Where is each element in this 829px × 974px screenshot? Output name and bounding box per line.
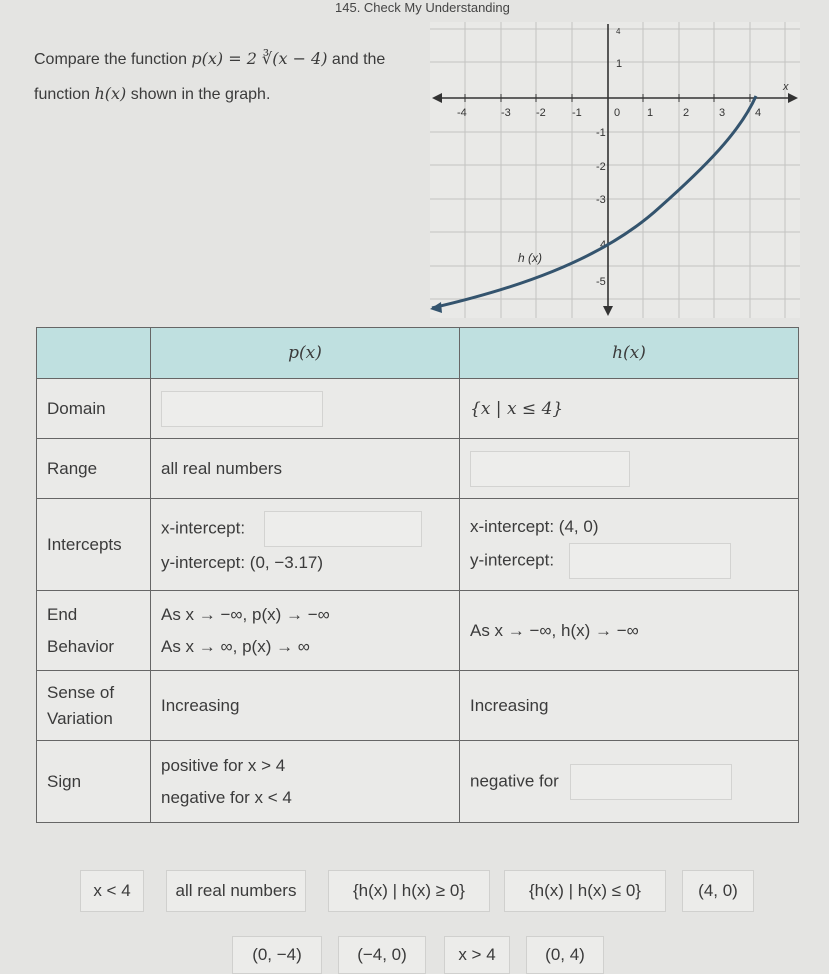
row-label-domain: Domain <box>37 379 151 439</box>
sign-h-cell: negative for <box>460 741 799 823</box>
row-label-intercepts: Intercepts <box>37 499 151 591</box>
answer-chip[interactable]: (0, 4) <box>526 936 604 974</box>
x-tick-label: 1 <box>647 107 654 119</box>
table-row <box>37 671 799 741</box>
table-row <box>37 591 799 671</box>
answer-chip[interactable]: (−4, 0) <box>338 936 426 974</box>
y-tick-label: 4 <box>600 239 607 251</box>
question-prompt <box>34 42 414 112</box>
y-tick-label: 1 <box>616 58 623 70</box>
domain-p-cell <box>151 379 460 439</box>
x-tick-label: -1 <box>572 107 582 119</box>
answer-chip[interactable]: (4, 0) <box>682 870 754 912</box>
range-h-cell <box>460 439 799 499</box>
x-tick-label: 3 <box>719 107 726 119</box>
domain-h-cell: {x | x ≤ 4} <box>460 379 799 439</box>
table-row <box>37 741 799 823</box>
h-name: h(x) <box>94 84 127 103</box>
x-tick-label: -3 <box>501 107 511 119</box>
x-axis-label: x <box>783 81 789 93</box>
row-label-end-behavior: End Behavior <box>37 591 151 671</box>
header-p: p(x) <box>151 328 460 379</box>
intercepts-p-cell: x-intercept: y-intercept: (0, −3.17) <box>151 499 460 591</box>
range-p-cell: all real numbers <box>151 439 460 499</box>
prompt-text-before: Compare the function <box>34 51 192 68</box>
sense-p-cell: Increasing <box>151 671 460 741</box>
prompt-text-middle: and the function <box>34 51 386 103</box>
answer-chip[interactable]: all real numbers <box>166 870 306 912</box>
table-row <box>37 439 799 499</box>
x-tick-label: 4 <box>755 107 762 119</box>
header-h: h(x) <box>460 328 799 379</box>
end-behavior-h-cell: As x → −∞, h(x) → −∞ <box>460 591 799 671</box>
answer-chip[interactable]: {h(x) | h(x) ≥ 0} <box>328 870 490 912</box>
x-tick-label: -4 <box>457 107 467 119</box>
intercepts-h-cell: x-intercept: (4, 0) y-intercept: <box>460 499 799 591</box>
y-tick-label: -3 <box>596 194 606 206</box>
table-row <box>37 499 799 591</box>
y-tick-label: -1 <box>596 127 606 139</box>
h-sign-dropzone[interactable] <box>570 764 732 800</box>
curve-label: h (x) <box>518 251 542 265</box>
page-title: 145. Check My Understanding <box>335 0 510 15</box>
answer-chip[interactable]: x < 4 <box>80 870 144 912</box>
table-row <box>37 379 799 439</box>
sign-p-cell: positive for x > 4 negative for x < 4 <box>151 741 460 823</box>
p-definition: p(x) = 2 ∛(x − 4) <box>191 49 328 68</box>
y-tick-label: -2 <box>596 161 606 173</box>
domain-p-dropzone[interactable] <box>161 391 323 427</box>
y-tick-label: -5 <box>596 276 606 288</box>
answer-chip[interactable]: {h(x) | h(x) ≤ 0} <box>504 870 666 912</box>
h-y-intercept-dropzone[interactable] <box>569 543 731 579</box>
header-blank-cell <box>37 328 151 379</box>
table-header-row <box>37 328 799 379</box>
row-label-range: Range <box>37 439 151 499</box>
range-h-dropzone[interactable] <box>470 451 630 487</box>
prompt-text-after: shown in the graph. <box>126 86 271 103</box>
x-tick-label: 0 <box>614 107 621 119</box>
row-label-sense: Sense of Variation <box>37 671 151 741</box>
x-tick-label: 2 <box>683 107 690 119</box>
end-behavior-p-cell: As x → −∞, p(x) → −∞ As x → ∞, p(x) → ∞ <box>151 591 460 671</box>
x-tick-label: -2 <box>536 107 546 119</box>
y-tick-label: 4 <box>616 27 621 36</box>
answer-chip[interactable]: x > 4 <box>444 936 510 974</box>
comparison-table <box>36 327 799 823</box>
h-graph <box>430 22 800 318</box>
p-x-intercept-dropzone[interactable] <box>264 511 422 547</box>
sense-h-cell: Increasing <box>460 671 799 741</box>
answer-chip[interactable]: (0, −4) <box>232 936 322 974</box>
row-label-sign: Sign <box>37 741 151 823</box>
